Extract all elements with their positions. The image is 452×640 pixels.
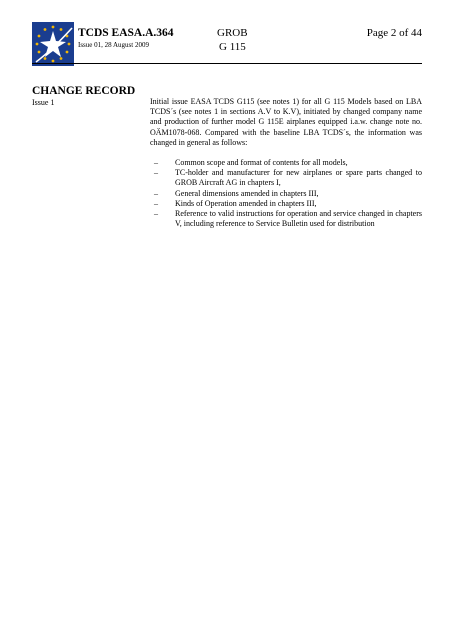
list-item-text: TC-holder and manufacturer for new airplanes or spare parts changed to GROB Aircraft AG in chapters I, [175, 168, 422, 188]
issue-date: Issue 01, 28 August 2009 [78, 41, 149, 49]
section-heading: CHANGE RECORD [32, 85, 136, 97]
list-item [150, 199, 422, 209]
list-item-text: General dimensions amended in chapters III, [175, 188, 319, 198]
bullet-dash: – [154, 188, 158, 198]
change-list [150, 158, 422, 229]
list-item-text: Reference to valid instructions for operation and service changed in chapters V, including reference to Service Bulletin used for distribution [175, 209, 422, 229]
bullet-dash: – [154, 168, 158, 178]
page-number: Page 2 of 44 [366, 27, 422, 39]
bullet-dash: – [154, 158, 158, 168]
page-header [32, 22, 422, 68]
bullet-dash: – [154, 198, 158, 208]
intro-paragraph: Initial issue EASA TCDS G115 (see notes 1) for all G 115 Models based on LBA TCDS´s (see notes 1 in sections A.V to K.V), initiated by changed company name and production of further model G 115E airplanes equipped i.a.w. change note no. OÄM1078-068. Compared with the baseline LBA TCDS´s, the information was changed in general as follows: [150, 97, 422, 147]
bullet-dash: – [154, 209, 158, 219]
list-item [150, 168, 422, 188]
model-type: G 115 [219, 41, 246, 53]
issue-label: Issue 1 [32, 98, 55, 107]
list-item [150, 209, 422, 229]
list-item-text: Kinds of Operation amended in chapters III, [175, 198, 317, 208]
list-item [150, 189, 422, 199]
list-item-text: Common scope and format of contents for all models, [175, 158, 348, 168]
change-record-content [150, 97, 422, 229]
header-divider [32, 63, 422, 64]
list-item [150, 158, 422, 168]
easa-star-logo-icon [32, 22, 74, 66]
model-name: GROB [217, 27, 248, 39]
document-title: TCDS EASA.A.364 [78, 27, 174, 39]
